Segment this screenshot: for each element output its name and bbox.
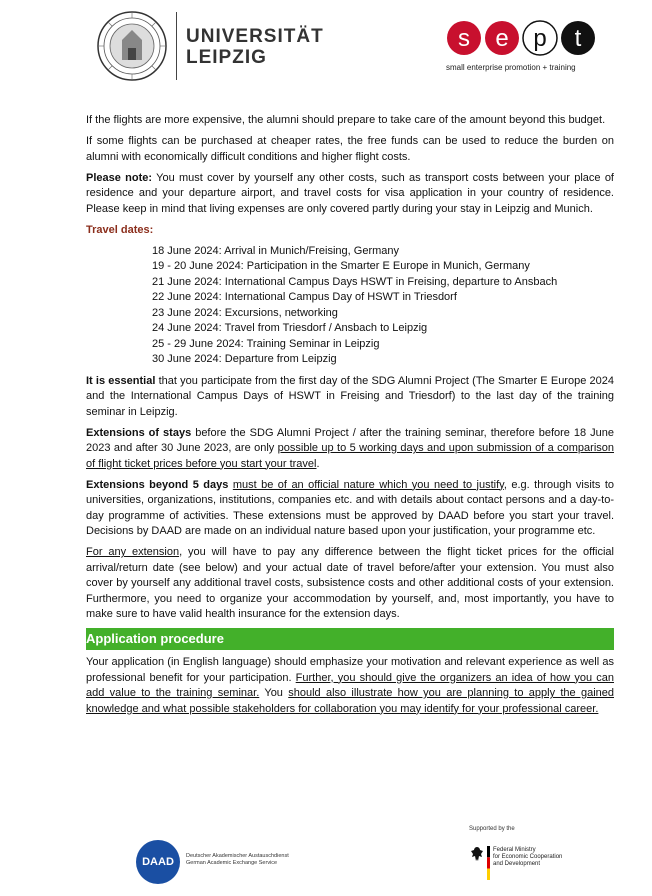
sept-letter-t: t [574,25,582,52]
daad-name [186,853,289,867]
paragraph-extensions [86,426,614,473]
travel-date-item: 21 June 2024: International Campus Days HSWT in Freising, departure to Ansbach [152,275,558,288]
bmz-line-2: for Economic Cooperation [493,854,563,860]
extensions-text: before the SDG Alumni Project / after the training seminar, therefore before 18 June 2023 and after 30 June 2023, are only [86,426,614,454]
university-name-line2: LEIPZIG [186,47,267,68]
paragraph-essential [86,374,614,421]
daad-name-english: German Academic Exchange Service [186,860,278,866]
travel-dates-heading: Travel dates: [86,223,154,236]
supported-by-label: Supported by the [469,826,515,832]
paragraph-application [86,655,614,717]
university-name [186,26,324,68]
travel-date-item: 19 - 20 June 2024: Participation in the Smarter E Europe in Munich, Germany [152,260,530,272]
bmz-line-1: Federal Ministry [493,847,536,853]
travel-date-item: 25 - 29 June 2024: Training Seminar in Leipzig [152,337,380,350]
paragraph-cheaper-flights: If some flights can be purchased at cheaper rates, the free funds can be used to reduce the burden on alumni with economically difficult conditions and higher flight costs. [86,135,614,163]
university-seal-icon [96,10,168,82]
document-body [86,113,614,723]
daad-name-german: Deutscher Akademischer Austauschdienst [186,853,289,859]
sept-letter-e: e [495,25,509,52]
section-heading-text: Application procedure [86,631,224,646]
bmz-line-3: and Development [493,861,541,867]
please-note-text: You must cover by yourself any other costs, such as transport costs between your place of residence and your departure airport, and travel costs for visa application in your country of residence. Please keep in mind that living expenses are only covered partly during your stay in Leipzig and Munich. [86,171,614,215]
essential-text: that you participate from the first day of the SDG Alumni Project (The Smarter E Europe 2024 and the International Campus Days of HSWT in Freising and Triesdorf) to the last day of the training seminar in Leipzig. [86,374,614,418]
bmz-name [493,847,562,868]
extensions-underlined: possible up to 5 working days and upon submission of a comparison of flight ticket prices before you start your travel [86,442,614,470]
travel-date-item: 18 June 2024: Arrival in Munich/Freising, Germany [152,244,400,257]
travel-date-item: 23 June 2024: Excursions, networking [152,306,338,319]
travel-date-item: 30 June 2024: Departure from Leipzig [152,353,337,365]
please-note-label: Please note: [86,171,153,184]
federal-eagle-icon [470,846,484,862]
sept-letter-s: s [458,25,470,52]
travel-dates-list [152,244,614,368]
german-flag-bar [487,846,490,880]
sept-tagline: small enterprise promotion + training [446,63,576,72]
travel-date-item: 24 June 2024: Travel from Triesdorf / Ansbach to Leipzig [152,322,428,334]
any-extension-text: , you will have to pay any difference between the flight ticket prices for the official arrival/return date (see below) and your actual date of travel before/after your extension. You must also cover by yourself any additional travel costs, subsistence costs and other additional costs of your extension. Furthermore, you need to organize your accommodation by yourself, and, most importantly, you have to make sure to have valid health insurance for the extension days. [86,546,614,620]
beyond-underlined: must be of an official nature which you need to justify [232,478,504,491]
beyond-text: , e.g. through visits to universities, organizations, institutions, companies etc. and with details about contact persons and a day-to-day programme of activities. These extensions must be approved by DAAD before you start your travel. Decisions by DAAD are made on an individual nature based upon your justification, your programme etc. [86,478,614,537]
daad-logo: DAAD [136,840,180,884]
paragraph-please-note [86,171,614,218]
application-text: Your application (in English language) should emphasize your motivation and relevant experience as well as professional benefit for your participation. [86,656,614,684]
header-divider [176,12,177,80]
paragraph-beyond-5-days [86,478,614,540]
university-name-line1: UNIVERSITÄT [186,26,324,47]
application-procedure-heading [86,628,614,650]
application-underlined-2: should also illustrate how you are planning to apply the gained knowledge and what possible stakeholders for collaboration you may identify for your professional career. [86,687,614,715]
application-underlined-1: Further, you should give the organizers an idea of how you can add value to the training seminar. [86,671,614,699]
sept-letter-p: p [533,25,547,52]
application-mid: You [259,687,289,699]
travel-date-item: 22 June 2024: International Campus Day of HSWT in Triesdorf [152,291,457,303]
paragraph-any-extension [86,545,614,623]
paragraph-flights-expensive: If the flights are more expensive, the alumni should prepare to take care of the amount beyond this budget. [86,114,606,126]
extensions-label: Extensions of stays [86,426,192,439]
beyond-label: Extensions beyond 5 days [86,478,229,491]
any-extension-underlined: For any extension [86,546,180,558]
extensions-end: . [316,457,320,470]
essential-label: It is essential [86,374,156,387]
